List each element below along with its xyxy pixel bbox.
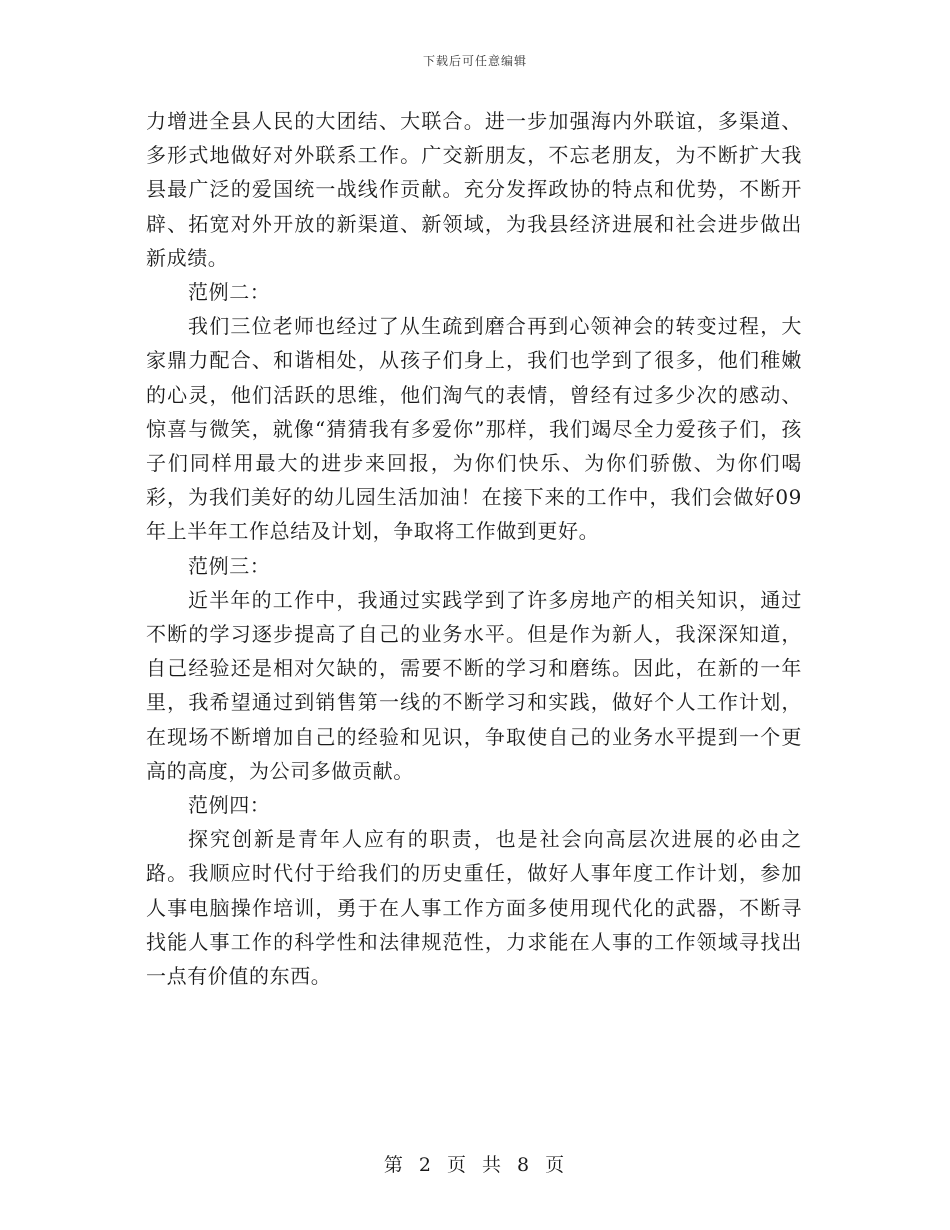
paragraph-example-3: 近半年的工作中，我通过实践学到了许多房地产的相关知识，通过不断的学习逐步提高了自己的业务水平。但是作为新人，我深深知道，自己经验还是相对欠缺的，需要不断的学习和磨练。因此，在新的一年里，我希望通过到销售第一线的不断学习和实践，做好个人工作计划，在现场不断增加自己的经验和见识，争取使自己的业务水平提到一个更高的高度，为公司多做贡献。	[146, 587, 802, 783]
page-header: 下载后可任意编辑	[422, 54, 527, 68]
heading-example-4: 范例四：	[188, 793, 271, 818]
page-number: 第 2 页 共 8 页	[383, 1154, 567, 1176]
paragraph-continuation: 力增进全县人民的大团结、大联合。进一步加强海内外联谊，多渠道、多形式地做好对外联系工作。广交新朋友，不忘老朋友，为不断扩大我县最广泛的爱国统一战线作贡献。充分发挥政协的特点和优势，不断开辟、拓宽对外开放的新渠道、新领域，为我县经济进展和社会进步做出新成绩。	[146, 109, 802, 270]
paragraph-example-2: 我们三位老师也经过了从生疏到磨合再到心领神会的转变过程，大家鼎力配合、和谐相处，从孩子们身上，我们也学到了很多，他们稚嫩的心灵，他们活跃的思维，他们淘气的表情，曾经有过多少次的感动、惊喜与微笑，就像“猜猜我有多爱你”那样，我们竭尽全力爱孩子们，孩子们同样用最大的进步来回报，为你们快乐、为你们骄傲、为你们喝彩，为我们美好的幼儿园生活加油！在接下来的工作中，我们会做好09年上半年工作总结及计划，争取将工作做到更好。	[146, 314, 802, 544]
heading-example-2: 范例二：	[188, 280, 271, 305]
heading-example-3: 范例三：	[188, 553, 271, 578]
document-body	[146, 104, 802, 993]
paragraph-example-4: 探究创新是青年人应有的职责，也是社会向高层次进展的必由之路。我顺应时代付于给我们的历史重任，做好人事年度工作计划，参加人事电脑操作培训，勇于在人事工作方面多使用现代化的武器，不断寻找能人事工作的科学性和法律规范性，力求能在人事的工作领域寻找出一点有价值的东西。	[146, 827, 802, 989]
